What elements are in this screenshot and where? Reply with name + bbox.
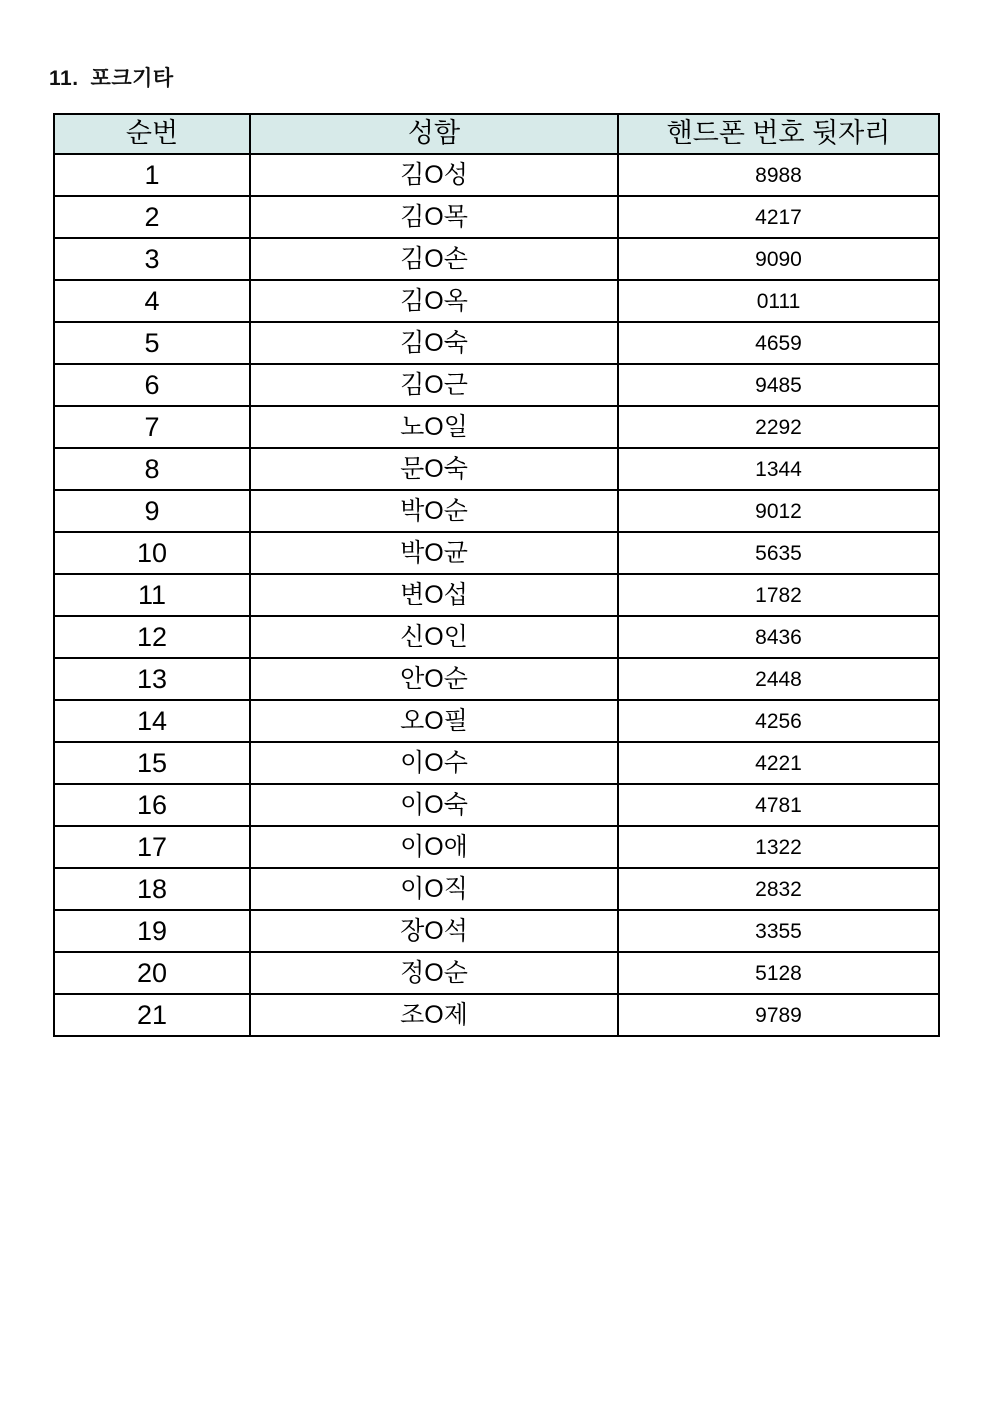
table-row bbox=[54, 448, 939, 490]
cell-phone: 2292 bbox=[618, 406, 939, 448]
cell-phone: 9789 bbox=[618, 994, 939, 1036]
roster-table bbox=[53, 113, 940, 1037]
table-row bbox=[54, 490, 939, 532]
cell-name: 김O숙 bbox=[250, 322, 618, 364]
table-row bbox=[54, 952, 939, 994]
cell-phone: 5635 bbox=[618, 532, 939, 574]
cell-name: 박O균 bbox=[250, 532, 618, 574]
cell-no: 16 bbox=[54, 784, 250, 826]
cell-no: 14 bbox=[54, 700, 250, 742]
table-row bbox=[54, 784, 939, 826]
cell-phone: 3355 bbox=[618, 910, 939, 952]
table-row bbox=[54, 994, 939, 1036]
cell-no: 6 bbox=[54, 364, 250, 406]
cell-phone: 9012 bbox=[618, 490, 939, 532]
cell-name: 이O직 bbox=[250, 868, 618, 910]
cell-no: 10 bbox=[54, 532, 250, 574]
cell-phone: 4659 bbox=[618, 322, 939, 364]
cell-phone: 4221 bbox=[618, 742, 939, 784]
table-row bbox=[54, 364, 939, 406]
cell-no: 17 bbox=[54, 826, 250, 868]
cell-name: 정O순 bbox=[250, 952, 618, 994]
cell-phone: 2832 bbox=[618, 868, 939, 910]
cell-name: 신O인 bbox=[250, 616, 618, 658]
table-row bbox=[54, 910, 939, 952]
table-row bbox=[54, 700, 939, 742]
table-row bbox=[54, 280, 939, 322]
cell-name: 이O숙 bbox=[250, 784, 618, 826]
cell-phone: 2448 bbox=[618, 658, 939, 700]
cell-name: 장O석 bbox=[250, 910, 618, 952]
cell-phone: 0111 bbox=[618, 280, 939, 322]
cell-no: 4 bbox=[54, 280, 250, 322]
cell-phone: 9485 bbox=[618, 364, 939, 406]
cell-no: 9 bbox=[54, 490, 250, 532]
column-header: 순번 bbox=[54, 114, 250, 154]
table-body bbox=[54, 154, 939, 1036]
cell-name: 박O순 bbox=[250, 490, 618, 532]
cell-no: 20 bbox=[54, 952, 250, 994]
cell-name: 김O성 bbox=[250, 154, 618, 196]
table-row bbox=[54, 826, 939, 868]
cell-phone: 1782 bbox=[618, 574, 939, 616]
section-title-text: 포크기타 bbox=[90, 67, 174, 90]
cell-name: 문O숙 bbox=[250, 448, 618, 490]
cell-phone: 5128 bbox=[618, 952, 939, 994]
cell-name: 노O일 bbox=[250, 406, 618, 448]
column-header: 성함 bbox=[250, 114, 618, 154]
cell-phone: 1322 bbox=[618, 826, 939, 868]
cell-phone: 9090 bbox=[618, 238, 939, 280]
page-title bbox=[49, 62, 174, 92]
cell-no: 13 bbox=[54, 658, 250, 700]
cell-no: 1 bbox=[54, 154, 250, 196]
cell-name: 조O제 bbox=[250, 994, 618, 1036]
cell-phone: 1344 bbox=[618, 448, 939, 490]
column-header: 핸드폰 번호 뒷자리 bbox=[618, 114, 939, 154]
table-row bbox=[54, 868, 939, 910]
cell-no: 18 bbox=[54, 868, 250, 910]
cell-name: 김O근 bbox=[250, 364, 618, 406]
cell-name: 이O수 bbox=[250, 742, 618, 784]
table-row bbox=[54, 532, 939, 574]
table-row bbox=[54, 742, 939, 784]
table-row bbox=[54, 322, 939, 364]
table-header-row bbox=[54, 114, 939, 154]
section-number: 11. bbox=[49, 67, 79, 90]
table-row bbox=[54, 238, 939, 280]
table-row bbox=[54, 616, 939, 658]
cell-phone: 4256 bbox=[618, 700, 939, 742]
cell-name: 김O손 bbox=[250, 238, 618, 280]
table-row bbox=[54, 196, 939, 238]
cell-name: 김O옥 bbox=[250, 280, 618, 322]
cell-phone: 8436 bbox=[618, 616, 939, 658]
table-row bbox=[54, 154, 939, 196]
cell-phone: 8988 bbox=[618, 154, 939, 196]
cell-no: 15 bbox=[54, 742, 250, 784]
cell-no: 8 bbox=[54, 448, 250, 490]
table-row bbox=[54, 574, 939, 616]
table-row bbox=[54, 658, 939, 700]
cell-name: 변O섭 bbox=[250, 574, 618, 616]
cell-name: 오O필 bbox=[250, 700, 618, 742]
cell-phone: 4781 bbox=[618, 784, 939, 826]
cell-name: 김O목 bbox=[250, 196, 618, 238]
cell-no: 12 bbox=[54, 616, 250, 658]
cell-no: 11 bbox=[54, 574, 250, 616]
table-row bbox=[54, 406, 939, 448]
cell-no: 21 bbox=[54, 994, 250, 1036]
cell-name: 이O애 bbox=[250, 826, 618, 868]
cell-no: 3 bbox=[54, 238, 250, 280]
cell-no: 7 bbox=[54, 406, 250, 448]
cell-no: 2 bbox=[54, 196, 250, 238]
cell-no: 5 bbox=[54, 322, 250, 364]
cell-name: 안O순 bbox=[250, 658, 618, 700]
cell-phone: 4217 bbox=[618, 196, 939, 238]
cell-no: 19 bbox=[54, 910, 250, 952]
